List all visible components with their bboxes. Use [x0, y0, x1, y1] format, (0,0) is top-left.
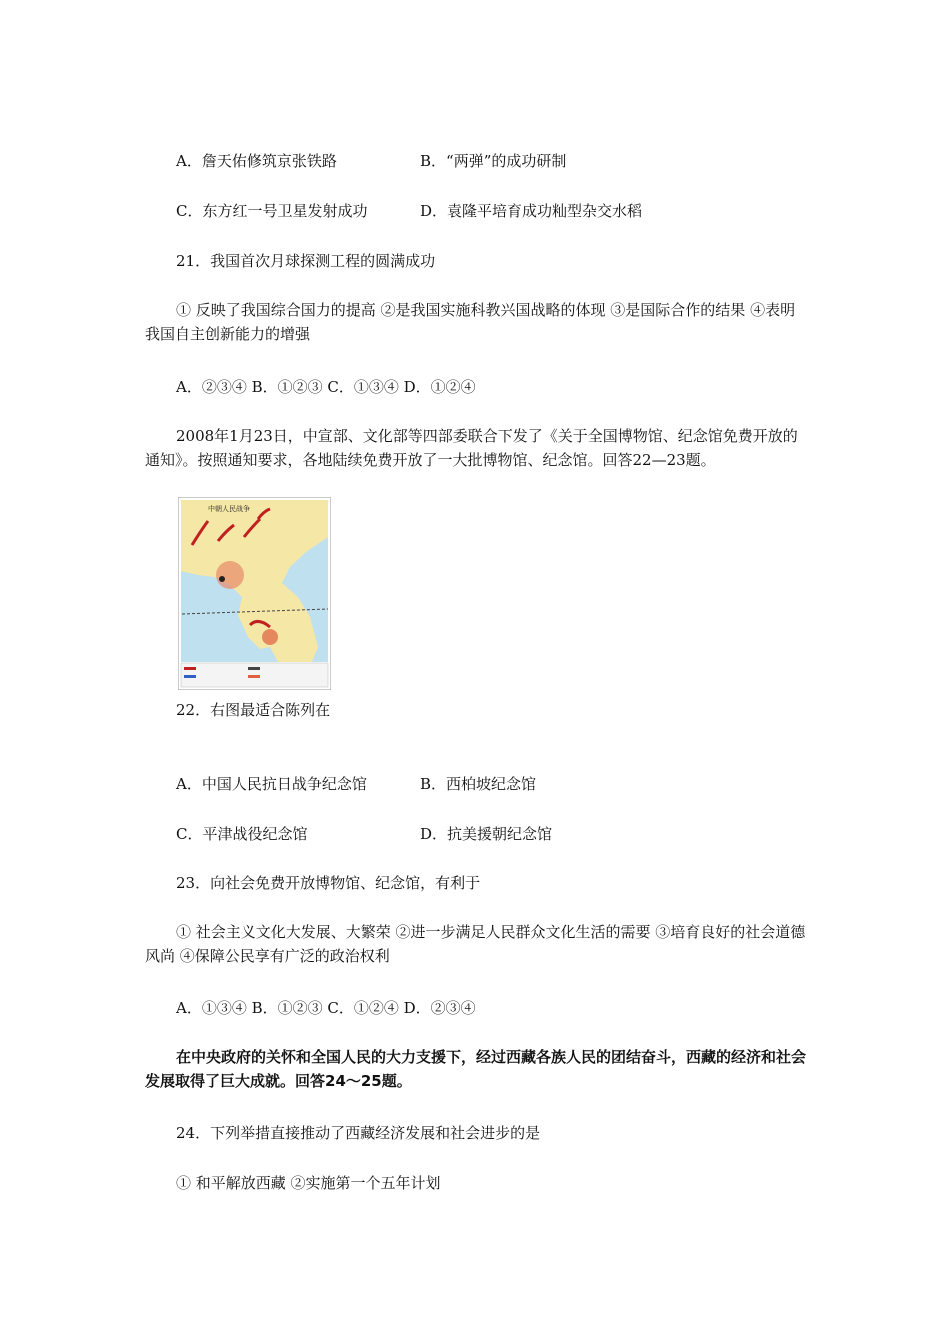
map-legend-swatch: [248, 675, 260, 678]
q22-option-a-text: A．中国人民抗日战争纪念馆: [176, 775, 367, 793]
q20-option-b: B．“两弹”的成功研制: [420, 152, 567, 170]
map-city-marker: [219, 576, 225, 582]
map-legend-swatch: [184, 667, 196, 670]
intro-24-25: 在中央政府的关怀和全国人民的大力支援下，经过西藏各族人民的团结奋斗，西藏的经济和社会发展取得了巨大成就。回答24～25题。: [145, 1048, 807, 1090]
q22-stem: 22．右图最适合陈列在: [176, 701, 331, 719]
map-legend-swatch: [248, 667, 260, 670]
map-title: 中朝人民战争: [208, 505, 250, 513]
korean-war-map: [178, 497, 331, 690]
q24-stem: 24．下列举措直接推动了西藏经济发展和社会进步的是: [176, 1124, 541, 1142]
q21-stem: 21．我国首次月球探测工程的圆满成功: [176, 252, 436, 270]
map-battle-zone: [216, 561, 244, 589]
q21-options: A．②③④ B．①②③ C．①③④ D．①②④: [176, 378, 476, 396]
q20-option-c: [176, 202, 841, 220]
intro-22-23: 2008年1月23日，中宣部、文化部等四部委联合下发了《关于全国博物馆、纪念馆免费开放的通知》。按照通知要求，各地陆续免费开放了一大批博物馆、纪念馆。回答22—23题。: [145, 427, 798, 469]
map-legend-swatch: [184, 675, 196, 678]
q20-option-d: D．袁隆平培育成功籼型杂交水稻: [420, 202, 643, 220]
q22-option-b: B．西柏坡纪念馆: [420, 775, 537, 793]
q20-option-a: [176, 152, 841, 170]
q22-option-c: [176, 825, 841, 843]
q23-stem: 23．向社会免费开放博物馆、纪念馆，有利于: [176, 874, 481, 892]
q23-options: A．①③④ B．①②③ C．①②④ D．②③④: [176, 999, 476, 1017]
q22-option-d: D．抗美援朝纪念馆: [420, 825, 553, 843]
q21-statements: ① 反映了我国综合国力的提高 ②是我国实施科教兴国战略的体现 ③是国际合作的结果 ④表明我国自主创新能力的增强: [145, 301, 796, 343]
q24-statements: ① 和平解放西藏 ②实施第一个五年计划: [176, 1174, 441, 1192]
map-battle-zone: [262, 629, 278, 645]
q22-option-c-text: C．平津战役纪念馆: [176, 825, 308, 843]
q22-option-a: [176, 775, 841, 793]
q20-option-c-text: C．东方红一号卫星发射成功: [176, 202, 368, 220]
q20-option-a-text: A．詹天佑修筑京张铁路: [176, 152, 337, 170]
q23-statements: ① 社会主义文化大发展、大繁荣 ②进一步满足人民群众文化生活的需要 ③培育良好的社会道德风尚 ④保障公民享有广泛的政治权利: [145, 923, 806, 965]
